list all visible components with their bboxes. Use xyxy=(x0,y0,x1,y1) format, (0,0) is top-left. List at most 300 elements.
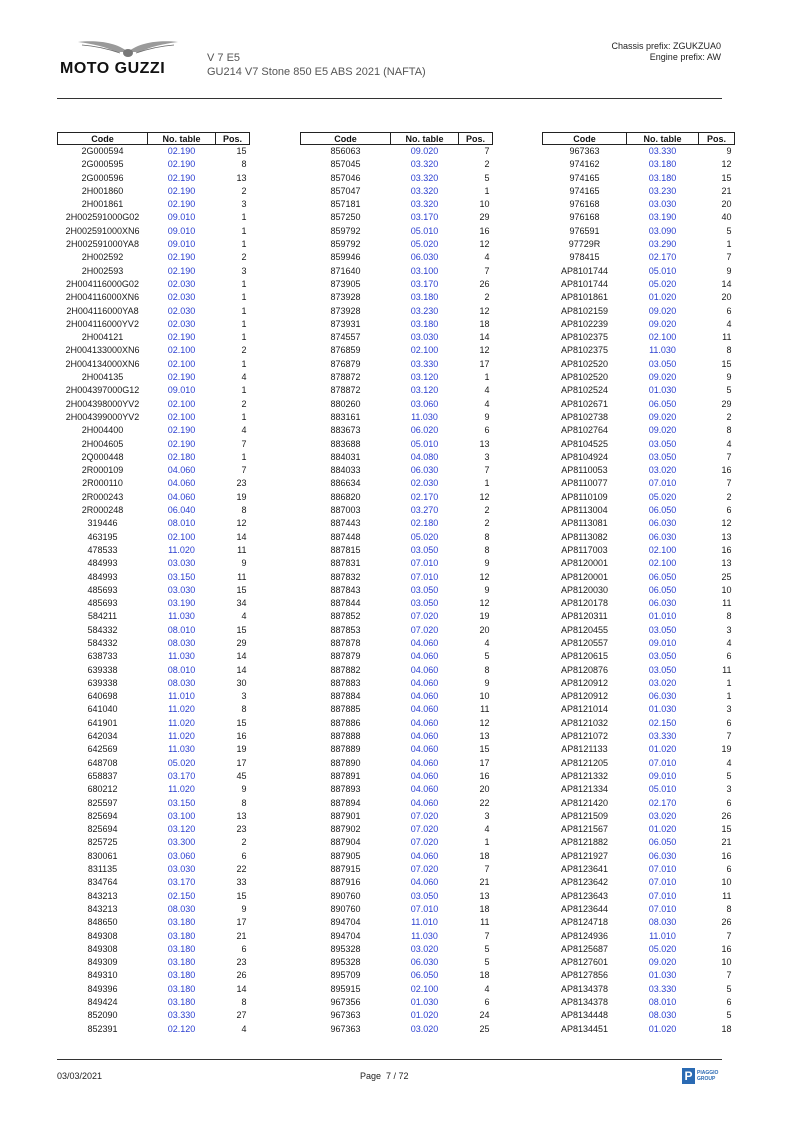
cell-pos: 9 xyxy=(241,558,247,569)
cell-pos: 7 xyxy=(726,451,732,462)
table-row xyxy=(543,983,735,996)
table-header-row xyxy=(543,133,735,145)
cell-no-table: 03.180 xyxy=(648,172,677,183)
cell-code: 887886 xyxy=(330,717,361,728)
cell-pos: 26 xyxy=(721,810,732,821)
cell-pos: 8 xyxy=(241,997,247,1007)
table-row xyxy=(543,358,735,371)
table-header-row xyxy=(58,133,250,145)
table-row xyxy=(58,358,250,371)
cell-pos: 8 xyxy=(726,425,732,436)
table-row xyxy=(543,624,735,637)
cell-code: 2H004133000XN6 xyxy=(65,345,140,356)
cell-pos: 9 xyxy=(484,677,490,688)
cell-pos: 21 xyxy=(721,837,732,848)
cell-no-table: 09.020 xyxy=(648,318,677,329)
cell-code: AP8121014 xyxy=(560,704,609,715)
table-row xyxy=(543,305,735,318)
table-row xyxy=(58,305,250,318)
cell-pos: 3 xyxy=(241,691,247,702)
cell-no-table: 02.100 xyxy=(648,544,677,555)
cell-no-table: 03.270 xyxy=(410,505,439,516)
chassis-prefix: Chassis prefix: ZGUKZUA0 xyxy=(611,41,721,51)
cell-code: 883688 xyxy=(330,438,361,449)
table-row xyxy=(58,438,250,451)
cell-code: AP8102520 xyxy=(560,358,609,369)
cell-no-table: 05.010 xyxy=(410,438,439,449)
table-row xyxy=(301,451,493,464)
cell-pos: 20 xyxy=(721,199,732,210)
table-row xyxy=(58,172,250,185)
cell-code: 887443 xyxy=(330,518,361,529)
cell-pos: 5 xyxy=(484,957,490,968)
table-row xyxy=(301,504,493,517)
cell-pos: 2 xyxy=(241,837,247,848)
cell-pos: 1 xyxy=(484,478,490,489)
cell-code: AP8120876 xyxy=(560,664,609,675)
table-row xyxy=(301,836,493,849)
table-row xyxy=(543,331,735,344)
cell-no-table: 02.030 xyxy=(167,278,196,289)
header-code: Code xyxy=(301,133,391,145)
cell-no-table: 02.100 xyxy=(167,398,196,409)
cell-no-table: 02.030 xyxy=(167,305,196,316)
cell-no-table: 02.190 xyxy=(167,185,196,196)
table-row xyxy=(301,597,493,610)
cell-pos: 17 xyxy=(479,757,490,768)
cell-no-table: 06.020 xyxy=(410,425,439,436)
cell-code: 2H004116000XN6 xyxy=(65,292,140,303)
cell-code: 974162 xyxy=(569,159,600,170)
cell-pos: 26 xyxy=(479,278,490,289)
cell-code: AP8101744 xyxy=(560,278,609,289)
cell-no-table: 04.060 xyxy=(410,677,439,688)
cell-no-table: 02.190 xyxy=(167,159,196,170)
cell-code: AP8102764 xyxy=(560,425,609,436)
cell-no-table: 03.170 xyxy=(410,278,439,289)
cell-no-table: 04.060 xyxy=(410,744,439,755)
cell-no-table: 08.030 xyxy=(648,917,677,928)
table-row xyxy=(58,571,250,584)
cell-no-table: 04.060 xyxy=(410,770,439,781)
table-row xyxy=(301,757,493,770)
cell-pos: 1 xyxy=(241,332,247,343)
cell-pos: 5 xyxy=(726,225,732,236)
cell-no-table: 03.170 xyxy=(167,877,196,888)
table-row xyxy=(543,650,735,663)
table-row xyxy=(58,650,250,663)
table-row xyxy=(58,783,250,796)
cell-pos: 6 xyxy=(726,717,732,728)
cell-code: 843213 xyxy=(87,890,118,901)
table-row xyxy=(301,424,493,437)
table-row xyxy=(543,371,735,384)
engine-prefix: Engine prefix: AW xyxy=(649,52,721,62)
cell-no-table: 03.180 xyxy=(167,997,196,1007)
cell-no-table: 03.030 xyxy=(167,864,196,875)
cell-pos: 23 xyxy=(236,478,247,489)
cell-code: AP8121509 xyxy=(560,810,609,821)
table-row xyxy=(58,703,250,716)
cell-pos: 7 xyxy=(484,465,490,476)
cell-code: 887843 xyxy=(330,584,361,595)
cell-pos: 2 xyxy=(484,159,490,170)
table-row xyxy=(543,344,735,357)
cell-code: 887891 xyxy=(330,770,361,781)
cell-code: 463195 xyxy=(87,531,118,542)
cell-pos: 19 xyxy=(721,744,732,755)
cell-pos: 4 xyxy=(484,398,490,409)
cell-no-table: 07.010 xyxy=(648,903,677,914)
cell-no-table: 01.020 xyxy=(648,292,677,303)
cell-code: AP8104924 xyxy=(560,451,609,462)
cell-pos: 23 xyxy=(236,824,247,835)
cell-pos: 2 xyxy=(726,491,732,502)
cell-pos: 4 xyxy=(726,318,732,329)
table-row xyxy=(543,810,735,823)
cell-no-table: 03.120 xyxy=(167,824,196,835)
cell-no-table: 07.010 xyxy=(410,558,439,569)
table-row xyxy=(301,318,493,331)
cell-code: 2H002592 xyxy=(81,252,124,263)
cell-code: AP8120455 xyxy=(560,624,609,635)
table-row xyxy=(543,890,735,903)
table-row xyxy=(301,145,493,159)
cell-no-table: 04.080 xyxy=(410,451,439,462)
cell-pos: 18 xyxy=(479,850,490,861)
cell-pos: 7 xyxy=(484,864,490,875)
cell-code: 2G000595 xyxy=(81,159,124,170)
cell-code: AP8120557 xyxy=(560,637,609,648)
cell-no-table: 03.020 xyxy=(648,677,677,688)
cell-no-table: 04.060 xyxy=(410,717,439,728)
cell-code: 887890 xyxy=(330,757,361,768)
cell-pos: 7 xyxy=(484,146,490,156)
table-row xyxy=(301,890,493,903)
cell-code: AP8113081 xyxy=(561,518,608,529)
table-row xyxy=(301,876,493,889)
cell-code: AP8102738 xyxy=(560,411,609,422)
table-row xyxy=(543,916,735,929)
cell-code: 2R000243 xyxy=(81,491,124,502)
cell-pos: 6 xyxy=(726,864,732,875)
table-row xyxy=(58,757,250,770)
cell-pos: 13 xyxy=(721,531,732,542)
table-row xyxy=(543,757,735,770)
cell-no-table: 03.030 xyxy=(410,332,439,343)
cell-no-table: 03.050 xyxy=(648,358,677,369)
cell-pos: 17 xyxy=(236,757,247,768)
cell-no-table: 03.300 xyxy=(167,837,196,848)
cell-pos: 12 xyxy=(721,159,732,170)
cell-code: 484993 xyxy=(87,558,118,569)
cell-code: 887905 xyxy=(330,850,361,861)
cell-no-table: 02.180 xyxy=(167,451,196,462)
parts-table xyxy=(542,132,735,1036)
cell-code: 884031 xyxy=(330,451,361,462)
table-row xyxy=(58,677,250,690)
cell-code: 895328 xyxy=(330,957,361,968)
table-row xyxy=(543,703,735,716)
cell-pos: 7 xyxy=(484,930,490,941)
model-code: V 7 E5 xyxy=(207,52,241,64)
table-row xyxy=(543,783,735,796)
cell-no-table: 02.100 xyxy=(167,358,196,369)
table-row xyxy=(301,943,493,956)
table-row xyxy=(301,810,493,823)
table-row xyxy=(301,703,493,716)
cell-no-table: 09.010 xyxy=(167,212,196,223)
table-row xyxy=(58,597,250,610)
cell-pos: 6 xyxy=(726,997,732,1007)
table-row xyxy=(58,398,250,411)
header-pos: Pos. xyxy=(216,133,250,145)
cell-no-table: 04.060 xyxy=(410,651,439,662)
cell-no-table: 03.050 xyxy=(648,451,677,462)
cell-no-table: 01.030 xyxy=(410,997,439,1007)
cell-pos: 9 xyxy=(726,146,732,156)
cell-code: 856063 xyxy=(330,146,361,156)
cell-no-table: 02.030 xyxy=(167,292,196,303)
cell-pos: 9 xyxy=(484,411,490,422)
table-row xyxy=(301,770,493,783)
cell-no-table: 11.030 xyxy=(649,345,676,356)
cell-no-table: 03.180 xyxy=(410,292,439,303)
header-no-table: No. table xyxy=(627,133,699,145)
table-row xyxy=(543,544,735,557)
cell-code: 2H002593 xyxy=(81,265,124,276)
cell-pos: 7 xyxy=(484,265,490,276)
cell-no-table: 04.060 xyxy=(410,637,439,648)
cell-pos: 14 xyxy=(721,278,732,289)
cell-no-table: 02.120 xyxy=(167,1023,196,1034)
table-row xyxy=(543,398,735,411)
cell-no-table: 02.150 xyxy=(167,890,196,901)
table-row xyxy=(58,996,250,1009)
cell-no-table: 07.020 xyxy=(410,824,439,835)
cell-code: AP8134378 xyxy=(560,997,609,1007)
table-row xyxy=(58,850,250,863)
cell-pos: 4 xyxy=(726,438,732,449)
cell-no-table: 11.020 xyxy=(168,784,195,795)
table-row xyxy=(543,185,735,198)
table-row xyxy=(301,477,493,490)
piaggio-text-line2: GROUP xyxy=(697,1075,716,1082)
cell-no-table: 03.180 xyxy=(167,943,196,954)
table-row xyxy=(301,358,493,371)
cell-pos: 10 xyxy=(721,957,732,968)
cell-code: 895709 xyxy=(330,970,361,981)
cell-code: AP8120311 xyxy=(561,611,608,622)
cell-no-table: 06.040 xyxy=(167,505,196,516)
cell-code: 878872 xyxy=(330,385,361,396)
table-row xyxy=(301,531,493,544)
cell-pos: 16 xyxy=(479,225,490,236)
cell-pos: 4 xyxy=(726,757,732,768)
cell-pos: 14 xyxy=(479,332,490,343)
cell-code: 976168 xyxy=(569,199,600,210)
cell-pos: 7 xyxy=(241,438,247,449)
table-row xyxy=(301,491,493,504)
cell-no-table: 11.020 xyxy=(168,544,195,555)
cell-pos: 5 xyxy=(726,1010,732,1021)
cell-pos: 1 xyxy=(241,411,247,422)
cell-no-table: 07.010 xyxy=(648,890,677,901)
cell-code: 880260 xyxy=(330,398,361,409)
cell-pos: 15 xyxy=(479,744,490,755)
cell-code: AP8124718 xyxy=(560,917,609,928)
table-row xyxy=(543,743,735,756)
table-row xyxy=(301,664,493,677)
cell-no-table: 11.020 xyxy=(168,731,195,742)
cell-code: AP8102524 xyxy=(560,385,609,396)
piaggio-group-text xyxy=(697,1071,718,1082)
cell-no-table: 04.060 xyxy=(410,664,439,675)
cell-pos: 22 xyxy=(479,797,490,808)
cell-no-table: 06.030 xyxy=(648,531,677,542)
cell-no-table: 09.010 xyxy=(167,239,196,250)
cell-no-table: 02.100 xyxy=(167,531,196,542)
cell-pos: 24 xyxy=(479,1010,490,1021)
cell-pos: 21 xyxy=(236,930,247,941)
table-row xyxy=(58,916,250,929)
cell-no-table: 11.020 xyxy=(168,717,195,728)
cell-no-table: 08.010 xyxy=(648,997,677,1007)
cell-code: AP8102671 xyxy=(560,398,609,409)
table-row xyxy=(301,172,493,185)
cell-code: 2G000596 xyxy=(81,172,124,183)
cell-pos: 15 xyxy=(721,358,732,369)
cell-no-table: 04.060 xyxy=(410,784,439,795)
cell-pos: 10 xyxy=(479,199,490,210)
table-row xyxy=(58,477,250,490)
table-row xyxy=(543,850,735,863)
cell-no-table: 06.030 xyxy=(410,465,439,476)
table-row xyxy=(543,823,735,836)
cell-pos: 16 xyxy=(236,731,247,742)
cell-no-table: 03.050 xyxy=(410,598,439,609)
table-row xyxy=(58,198,250,211)
table-row xyxy=(301,331,493,344)
table-row xyxy=(543,770,735,783)
table-row xyxy=(301,650,493,663)
header-divider xyxy=(57,98,722,99)
cell-pos: 13 xyxy=(479,731,490,742)
cell-code: AP8120001 xyxy=(560,571,609,582)
table-row xyxy=(301,996,493,1009)
model-description: GU214 V7 Stone 850 E5 ABS 2021 (NAFTA) xyxy=(207,66,426,78)
cell-code: 883673 xyxy=(330,425,361,436)
cell-no-table: 03.180 xyxy=(167,930,196,941)
cell-no-table: 03.060 xyxy=(410,398,439,409)
cell-code: 658837 xyxy=(87,770,118,781)
cell-pos: 26 xyxy=(721,917,732,928)
table-row xyxy=(301,983,493,996)
cell-code: 825694 xyxy=(87,810,118,821)
cell-pos: 12 xyxy=(479,717,490,728)
cell-code: 887902 xyxy=(330,824,361,835)
cell-pos: 8 xyxy=(241,797,247,808)
table-row xyxy=(543,451,735,464)
cell-no-table: 09.020 xyxy=(410,146,439,156)
cell-no-table: 02.180 xyxy=(410,518,439,529)
table-row xyxy=(301,238,493,251)
cell-no-table: 05.020 xyxy=(410,239,439,250)
cell-no-table: 01.010 xyxy=(648,611,677,622)
cell-code: 857046 xyxy=(330,172,361,183)
cell-pos: 10 xyxy=(721,877,732,888)
table-row xyxy=(58,531,250,544)
cell-code: 887884 xyxy=(330,691,361,702)
cell-no-table: 05.020 xyxy=(648,491,677,502)
cell-code: AP8123642 xyxy=(560,877,609,888)
cell-no-table: 03.330 xyxy=(648,983,677,994)
table-row xyxy=(58,158,250,171)
parts-column-2 xyxy=(300,132,492,1036)
cell-no-table: 03.090 xyxy=(648,225,677,236)
cell-code: AP8121334 xyxy=(560,784,609,795)
cell-pos: 4 xyxy=(241,1023,247,1034)
cell-pos: 9 xyxy=(726,265,732,276)
cell-code: 974165 xyxy=(569,185,600,196)
cell-pos: 7 xyxy=(726,731,732,742)
cell-no-table: 02.100 xyxy=(167,345,196,356)
document-date: 03/03/2021 xyxy=(57,1071,103,1081)
cell-no-table: 09.020 xyxy=(648,411,677,422)
cell-code: 2R000109 xyxy=(81,465,124,476)
cell-pos: 16 xyxy=(721,465,732,476)
table-row xyxy=(301,930,493,943)
cell-pos: 18 xyxy=(721,1023,732,1034)
cell-pos: 15 xyxy=(236,624,247,635)
table-row xyxy=(301,584,493,597)
cell-no-table: 07.010 xyxy=(648,757,677,768)
cell-no-table: 01.030 xyxy=(648,385,677,396)
cell-pos: 15 xyxy=(236,584,247,595)
table-row xyxy=(543,677,735,690)
cell-pos: 11 xyxy=(722,332,732,343)
table-row xyxy=(58,584,250,597)
cell-code: 319446 xyxy=(87,518,118,529)
cell-no-table: 03.330 xyxy=(167,1010,196,1021)
cell-code: 878872 xyxy=(330,372,361,383)
cell-code: AP8125687 xyxy=(560,943,609,954)
cell-pos: 4 xyxy=(726,637,732,648)
cell-pos: 7 xyxy=(726,970,732,981)
cell-no-table: 02.190 xyxy=(167,332,196,343)
table-row xyxy=(58,517,250,530)
cell-pos: 2 xyxy=(241,185,247,196)
cell-no-table: 01.030 xyxy=(648,704,677,715)
cell-pos: 18 xyxy=(479,903,490,914)
cell-no-table: 03.330 xyxy=(648,146,677,156)
cell-pos: 1 xyxy=(241,305,247,316)
cell-pos: 1 xyxy=(241,278,247,289)
table-row xyxy=(301,797,493,810)
cell-no-table: 03.320 xyxy=(410,185,439,196)
cell-no-table: 03.100 xyxy=(410,265,439,276)
cell-no-table: 09.020 xyxy=(648,305,677,316)
cell-pos: 25 xyxy=(479,1023,490,1034)
cell-pos: 14 xyxy=(236,664,247,675)
cell-no-table: 04.060 xyxy=(167,478,196,489)
table-row xyxy=(58,344,250,357)
cell-pos: 3 xyxy=(726,784,732,795)
cell-code: 834764 xyxy=(87,877,118,888)
cell-no-table: 03.170 xyxy=(167,770,196,781)
table-row xyxy=(543,863,735,876)
cell-no-table: 01.020 xyxy=(648,824,677,835)
